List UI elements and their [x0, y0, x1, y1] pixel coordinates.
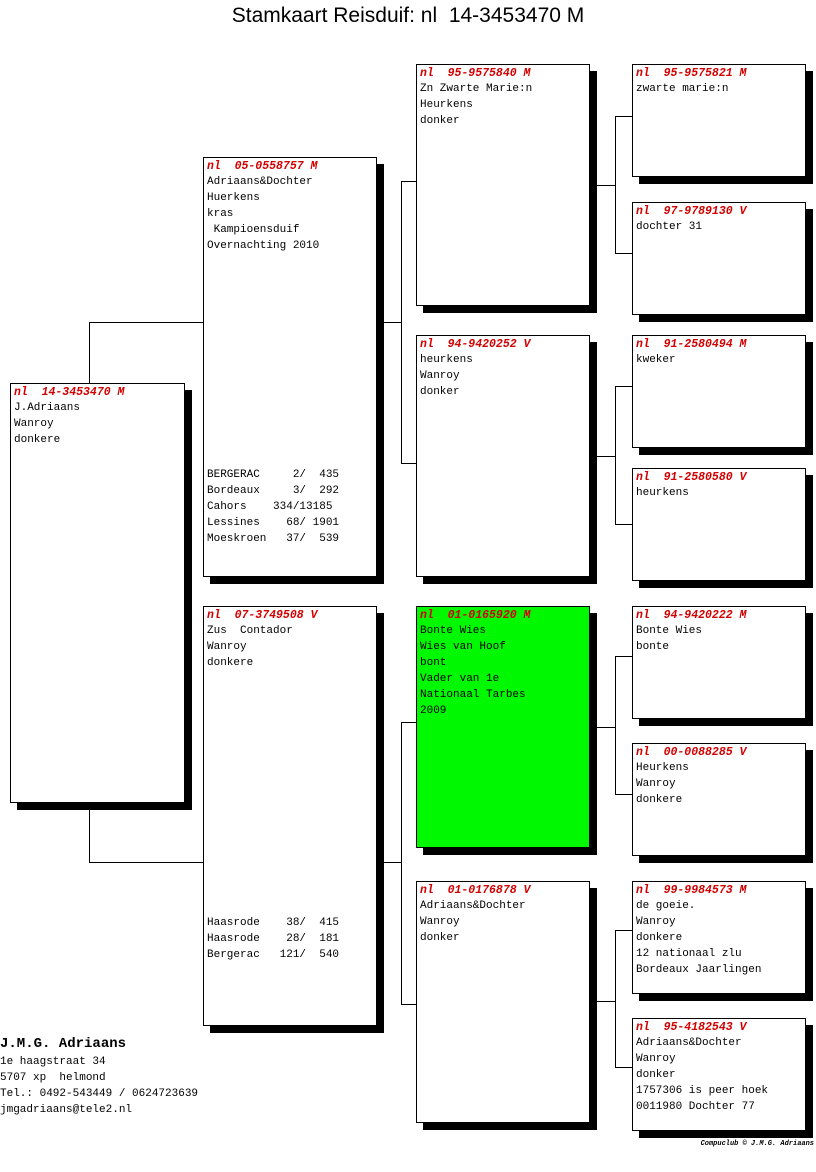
pigeon-card-mmf[interactable] [632, 881, 806, 994]
info-line: 1757306 is peer hoek [636, 1085, 769, 1097]
owner-name: J.M.G. Adriaans [0, 1036, 127, 1052]
info-line: Wies van Hoof [420, 641, 506, 653]
connector [89, 809, 90, 863]
connector [89, 322, 90, 384]
info-line: Zus Contador [207, 625, 293, 637]
connector [401, 1004, 417, 1005]
info-line: Zn Zwarte Marie:n [420, 83, 533, 95]
page-title: Stamkaart Reisduif: nl 14-3453470 M [231, 4, 585, 27]
connector [383, 862, 401, 863]
info-line: heurkens [420, 354, 473, 366]
info-line: donkere [636, 932, 683, 944]
connector [401, 463, 417, 464]
info-line: Wanroy [14, 418, 54, 430]
info-line: Vader van 1e [420, 673, 500, 685]
pigeon-card-ffm[interactable] [632, 202, 806, 315]
info-line: Bonte Wies [420, 625, 487, 637]
connector [401, 722, 402, 1005]
ring-number: nl 05-0558757 M [207, 160, 318, 173]
info-line: kras [207, 208, 234, 220]
connector [615, 656, 632, 657]
info-line: Heurkens [420, 99, 473, 111]
pigeon-card-mf[interactable] [416, 606, 590, 848]
connector [401, 181, 402, 464]
ring-number: nl 99-9984573 M [636, 884, 747, 897]
connector [89, 322, 204, 323]
connector [615, 524, 632, 525]
ring-number: nl 95-9575821 M [636, 67, 747, 80]
info-line: donkere [14, 434, 61, 446]
credit-text: Compuclub © J.M.G. Adriaans [700, 1140, 814, 1148]
connector [615, 386, 632, 387]
ring-number: nl 94-9420252 V [420, 338, 531, 351]
pigeon-card-subject[interactable] [10, 383, 185, 803]
info-line: bont [420, 657, 447, 669]
ring-number: nl 91-2580580 V [636, 471, 747, 484]
info-line: heurkens [636, 487, 689, 499]
info-line: Kampioensduif [207, 224, 300, 236]
pigeon-card-mff[interactable] [632, 606, 806, 719]
info-line: Bordeaux Jaarlingen [636, 964, 762, 976]
connector [615, 794, 632, 795]
info-line: J.Adriaans [14, 402, 81, 414]
race-result: Bordeaux 3/ 292 [207, 485, 340, 497]
race-result: BERGERAC 2/ 435 [207, 469, 340, 481]
owner-postcode: 5707 xp helmond [0, 1072, 106, 1084]
info-line: Wanroy [636, 916, 676, 928]
race-results [207, 467, 339, 547]
pigeon-card-mfm[interactable] [632, 743, 806, 856]
info-line: Wanroy [420, 916, 460, 928]
race-result: Moeskroen 37/ 539 [207, 533, 340, 545]
race-result: Cahors 334/13185 [207, 501, 333, 513]
info-line: 0011980 Dochter 77 [636, 1101, 755, 1113]
ring-number: nl 94-9420222 M [636, 609, 747, 622]
info-line: 2009 [420, 705, 447, 717]
info-line: Huerkens [207, 192, 260, 204]
connector [596, 727, 615, 728]
ring-number: nl 01-0176878 V [420, 884, 531, 897]
race-result: Bergerac 121/ 540 [207, 949, 340, 961]
connector [615, 116, 632, 117]
owner-block [0, 1034, 198, 1118]
info-line: donker [420, 115, 460, 127]
pigeon-card-mother[interactable] [203, 606, 377, 1026]
info-line: Adriaans&Dochter [207, 176, 313, 188]
ring-number: nl 14-3453470 M [14, 386, 125, 399]
pigeon-card-mm[interactable] [416, 881, 590, 1123]
info-line: donkere [636, 794, 683, 806]
connector [383, 322, 401, 323]
info-line: Heurkens [636, 762, 689, 774]
info-line: Bonte Wies [636, 625, 703, 637]
ring-number: nl 91-2580494 M [636, 338, 747, 351]
pigeon-card-ff[interactable] [416, 64, 590, 306]
owner-email[interactable]: jmgadriaans@tele2.nl [0, 1104, 133, 1116]
info-line: Wanroy [636, 778, 676, 790]
connector [89, 862, 204, 863]
ring-number: nl 97-9789130 V [636, 205, 747, 218]
info-line: bonte [636, 641, 670, 653]
owner-phone: Tel.: 0492-543449 / 0624723639 [0, 1088, 199, 1100]
ring-number: nl 95-9575840 M [420, 67, 531, 80]
ring-number: nl 95-4182543 V [636, 1021, 747, 1034]
connector [615, 116, 616, 254]
connector [615, 930, 632, 931]
info-line: zwarte marie:n [636, 83, 729, 95]
ring-number: nl 07-3749508 V [207, 609, 318, 622]
info-line: 12 nationaal zlu [636, 948, 742, 960]
info-line: dochter 31 [636, 221, 703, 233]
race-result: Haasrode 38/ 415 [207, 917, 340, 929]
pigeon-card-father[interactable] [203, 157, 377, 577]
info-line: Adriaans&Dochter [636, 1037, 742, 1049]
info-line: Overnachting 2010 [207, 240, 320, 252]
connector [596, 456, 615, 457]
pigeon-card-fff[interactable] [632, 64, 806, 177]
connector [401, 181, 417, 182]
pigeon-card-fmf[interactable] [632, 335, 806, 448]
info-line: kweker [636, 354, 676, 366]
info-line: Adriaans&Dochter [420, 900, 526, 912]
info-line: Wanroy [420, 370, 460, 382]
connector [615, 253, 632, 254]
info-line: Nationaal Tarbes [420, 689, 526, 701]
ring-number: nl 01-0165920 M [420, 609, 531, 622]
ring-number: nl 00-0088285 V [636, 746, 747, 759]
connector [615, 930, 616, 1068]
info-line: donkere [207, 657, 254, 669]
info-line: de goeie. [636, 900, 696, 912]
pigeon-card-fmm[interactable] [632, 468, 806, 581]
pigeon-card-fm[interactable] [416, 335, 590, 577]
info-line: donker [420, 386, 460, 398]
race-result: Lessines 68/ 1901 [207, 517, 340, 529]
connector [615, 656, 616, 795]
connector [596, 185, 615, 186]
connector [596, 1001, 615, 1002]
owner-address: 1e haagstraat 34 [0, 1056, 106, 1068]
connector [401, 722, 417, 723]
race-results [207, 915, 339, 963]
info-line: Wanroy [636, 1053, 676, 1065]
info-line: Wanroy [207, 641, 247, 653]
connector [615, 386, 616, 525]
info-line: donker [420, 932, 460, 944]
pigeon-card-mmm[interactable] [632, 1018, 806, 1131]
race-result: Haasrode 28/ 181 [207, 933, 340, 945]
connector [615, 1067, 632, 1068]
info-line: donker [636, 1069, 676, 1081]
